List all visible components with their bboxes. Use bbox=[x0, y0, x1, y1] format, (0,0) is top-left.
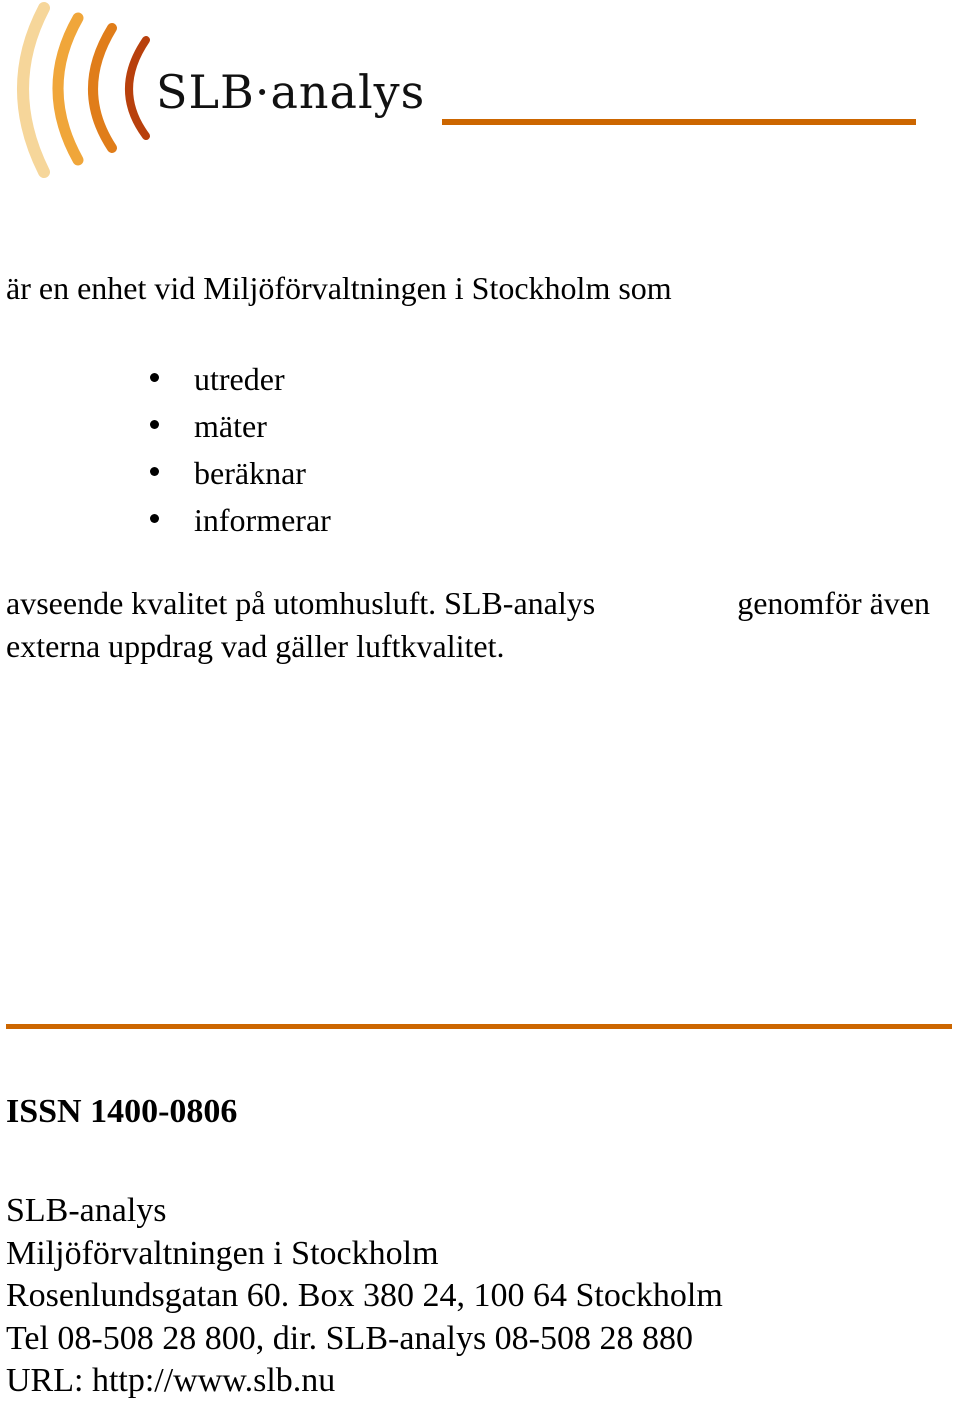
description-paragraph bbox=[6, 582, 936, 668]
logo-arc-1 bbox=[23, 8, 44, 172]
contact-phone: Tel 08-508 28 800, dir. SLB-analys 08-508 28 880 bbox=[6, 1319, 694, 1357]
contact-address: Rosenlundsgatan 60. Box 380 24, 100 64 Stockholm bbox=[6, 1277, 723, 1314]
list-item-label: beräknar bbox=[194, 455, 306, 491]
logo-header bbox=[0, 0, 960, 190]
description-line-2: externa uppdrag vad gäller luftkvalitet. bbox=[6, 628, 505, 664]
contact-url[interactable]: URL: http://www.slb.nu bbox=[6, 1362, 336, 1399]
issn-label: ISSN 1400-0806 bbox=[6, 1093, 238, 1130]
description-line-1-left: avseende kvalitet på utomhusluft. SLB-analys bbox=[6, 585, 596, 621]
bullet-icon bbox=[150, 420, 159, 429]
list-item-label: informerar bbox=[194, 502, 331, 538]
list-item-label: mäter bbox=[194, 408, 267, 444]
description-line-1-right: genomför även bbox=[737, 585, 930, 621]
logo-arc-4 bbox=[129, 40, 146, 136]
logo-underline bbox=[442, 119, 916, 125]
contact-org: SLB-analys bbox=[6, 1192, 167, 1229]
logo-arc-3 bbox=[93, 28, 112, 148]
contact-dept: Miljöförvaltningen i Stockholm bbox=[6, 1234, 439, 1272]
bullet-icon bbox=[150, 373, 159, 382]
description-line-1 bbox=[6, 582, 930, 625]
bullet-icon bbox=[150, 514, 159, 523]
bullet-icon bbox=[150, 467, 159, 476]
logo-arc-2 bbox=[58, 18, 78, 160]
slb-analys-logo bbox=[0, 0, 960, 190]
logo-wordmark: SLB·analys bbox=[156, 65, 426, 119]
list-item-label: utreder bbox=[194, 361, 285, 397]
intro-text: är en enhet vid Miljöförvaltningen i Stockholm som bbox=[6, 270, 672, 306]
contact-block bbox=[6, 1190, 723, 1403]
divider bbox=[6, 1024, 952, 1029]
